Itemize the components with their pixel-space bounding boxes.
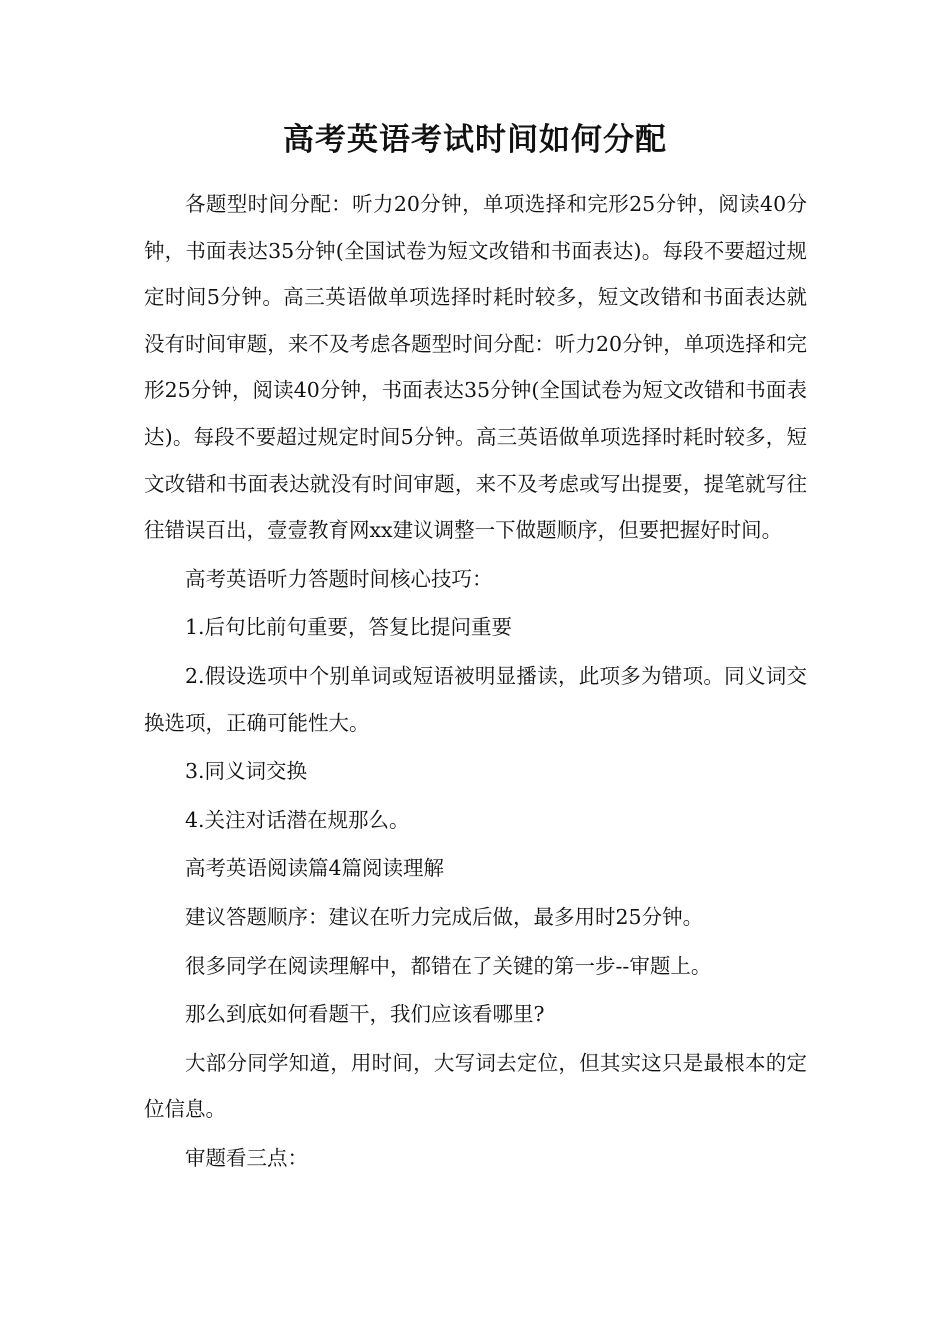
paragraph-tip-2: 2.假设选项中个别单词或短语被明显播读，此项多为错项。同义词交换选项，正确可能性大。 [144,663,807,735]
paragraph-reading-heading: 高考英语阅读篇4篇阅读理解 [185,856,445,881]
paragraph-time-allocation: 各题型时间分配：听力20分钟，单项选择和完形25分钟，阅读40分钟，书面表达35分钟(全国试卷为短文改错和书面表达)。每段不要超过规定时间5分钟。高三英语做单项选择时耗时较多，短文改错和书面表达就没有时间审题，来不及考虑各题型时间分配：听力20分钟，单项选择和完形25分钟，阅读40分钟，书面表达35分钟(全国试卷为短文改错和书面表达)。每段不要超过规定时间5分钟。高三英语做单项选择时耗时较多，短文改错和书面表达就没有时间审题，来不及考虑或写出提要，提笔就写往往错误百出，壹壹教育网xx建议调整一下做题顺序，但要把握好时间。 [144,192,807,543]
paragraph-question: 那么到底如何看题干，我们应该看哪里? [185,1002,545,1027]
paragraph-common-mistake: 很多同学在阅读理解中，都错在了关键的第一步--审题上。 [185,953,712,978]
paragraph-answer-order: 建议答题顺序：建议在听力完成后做，最多用时25分钟。 [185,904,704,929]
paragraph-locating-info: 大部分同学知道，用时间，大写词去定位，但其实这只是最根本的定位信息。 [144,1050,807,1122]
paragraph-three-points: 审题看三点： [185,1145,308,1170]
paragraph-tip-3: 3.同义词交换 [185,759,308,784]
paragraph-tip-1: 1.后句比前句重要，答复比提问重要 [185,615,513,640]
document-title: 高考英语考试时间如何分配 [283,122,667,158]
paragraph-tip-4: 4.关注对话潜在规那么。 [185,807,410,832]
document-body [144,181,807,1183]
paragraph-listening-heading: 高考英语听力答题时间核心技巧： [185,566,493,591]
